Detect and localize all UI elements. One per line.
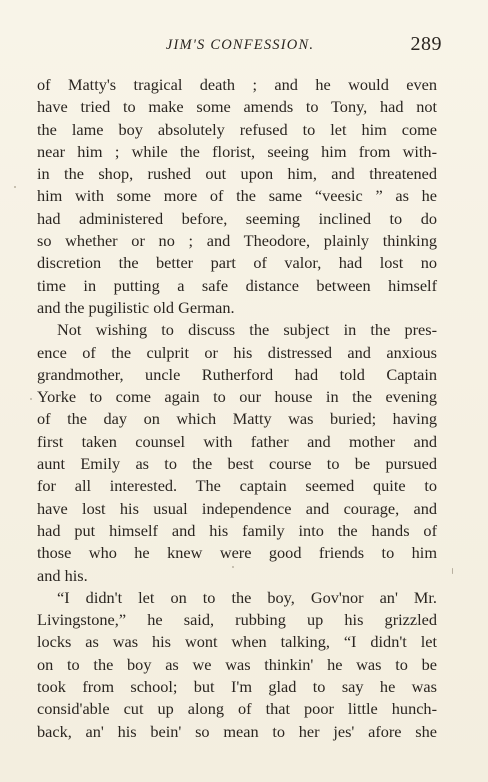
- body-text: [37, 74, 437, 743]
- text-line: and the pugilistic old German.: [37, 297, 235, 317]
- paper-blemish: [452, 568, 453, 574]
- text-line: of Matty's tragical death ; and he would even: [37, 75, 437, 94]
- text-line: locks as was his wont when talking, “I didn't let: [37, 632, 437, 652]
- paper-blemish: [14, 186, 16, 188]
- text-line: “I didn't let on to the boy, Gov'nor an' Mr.: [57, 587, 437, 607]
- text-line: Yorke to come again to our house in the evening: [37, 387, 437, 407]
- page-number: 289: [410, 33, 442, 55]
- text-line: aunt Emily as to the best course to be pursued: [37, 454, 437, 474]
- text-line: have lost his usual independence and courage, and: [37, 498, 437, 518]
- text-line: the lame boy absolutely refused to let him come: [37, 119, 437, 139]
- text-line: have tried to make some amends to Tony, had not: [37, 97, 437, 117]
- text-line: him with some more of the same “veesic ” as he: [37, 186, 437, 206]
- paper-blemish: [232, 566, 234, 568]
- text-line: and his.: [37, 565, 88, 585]
- text-line: of the day on which Matty was buried; having: [37, 409, 437, 429]
- text-line: had administered before, seeming inclined to do: [37, 208, 437, 228]
- text-line: ence of the culprit or his distressed and anxious: [37, 342, 437, 362]
- paper-blemish: [30, 398, 32, 400]
- text-line: for all interested. The captain seemed quite to: [37, 476, 437, 496]
- text-line: so whether or no ; and Theodore, plainly thinking: [37, 231, 437, 251]
- text-line: those who he knew were good friends to him: [37, 543, 437, 563]
- text-line: had put himself and his family into the hands of: [37, 520, 437, 540]
- page-header: [36, 35, 444, 57]
- text-line: took from school; but I'm glad to say he was: [37, 677, 437, 697]
- text-line: on to the boy as we was thinkin' he was to be: [37, 654, 437, 674]
- running-head: JIM'S CONFESSION.: [165, 37, 315, 53]
- text-line: consid'able cut up along of that poor little hunch-: [37, 699, 437, 719]
- text-line: Livingstone,” he said, rubbing up his grizzled: [37, 610, 437, 630]
- text-line: grandmother, uncle Rutherford had told Captain: [37, 364, 437, 384]
- text-line: near him ; while the florist, seeing him from with-: [37, 141, 437, 161]
- text-line: first taken counsel with father and mother and: [37, 431, 437, 451]
- text-line: back, an' his bein' so mean to her jes' afore she: [37, 721, 437, 741]
- text-line: discretion the better part of valor, had lost no: [37, 253, 437, 273]
- text-line: Not wishing to discuss the subject in the pres-: [57, 320, 437, 340]
- text-line: in the shop, rushed out upon him, and threatened: [37, 164, 437, 184]
- text-line: time in putting a safe distance between himself: [37, 275, 437, 295]
